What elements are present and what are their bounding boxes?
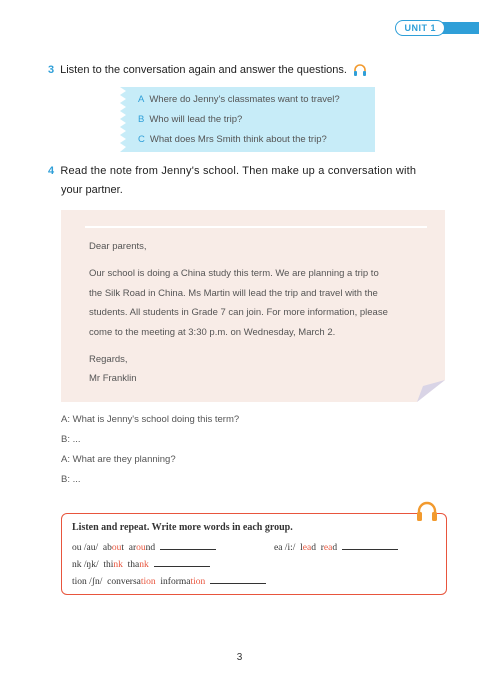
- ou-word-1-part: ab: [102, 543, 112, 553]
- unit-badge: UNIT 1: [395, 20, 445, 36]
- q3-text-b: Who will lead the trip?: [149, 114, 243, 125]
- ou-word-1-part: t: [121, 543, 124, 553]
- q3-number: 3: [48, 64, 55, 76]
- ou-word-2-part: ar: [128, 543, 137, 553]
- tion-label: tion /ʃn/: [72, 577, 103, 587]
- dialogue-line: B: ...: [61, 474, 81, 485]
- ea-word-2: [321, 543, 337, 553]
- q3-question-b: [138, 114, 242, 125]
- note-top-line: [85, 226, 427, 228]
- note-greeting: Dear parents,: [89, 241, 147, 252]
- dialogue-line: A: What are they planning?: [61, 454, 176, 465]
- q3-question-box: [120, 87, 375, 152]
- ea-group: [274, 540, 398, 553]
- q4-title-line1: Read the note from Jenny's school. Then make up a conversation with: [60, 165, 417, 177]
- q3-instruction: [48, 64, 347, 76]
- ou-word-1-highlight: ou: [111, 543, 122, 553]
- ea-word-2-highlight: ea: [323, 543, 333, 553]
- ea-answer-blank[interactable]: [342, 540, 398, 550]
- school-note-card: [61, 210, 445, 402]
- ou-word-2-highlight: ou: [136, 543, 146, 553]
- note-body-line: come to the meeting at 3:30 p.m. on Wednesday, March 2.: [89, 326, 336, 338]
- note-body-line: students. All students in Grade 7 can join. For more information, please: [89, 307, 388, 318]
- headphones-icon: [353, 63, 367, 77]
- ea-word-1-part: l: [300, 543, 303, 553]
- ea-word-1: [300, 543, 316, 553]
- tion-word-1-part: conversa: [107, 577, 141, 587]
- nk-answer-blank[interactable]: [154, 557, 210, 567]
- page-number: 3: [236, 652, 243, 663]
- nk-label: nk /ŋk/: [72, 560, 99, 570]
- ou-word-2: [129, 543, 155, 553]
- tion-word-2-part: informa: [160, 577, 191, 587]
- ea-word-2-part: r: [320, 543, 324, 553]
- nk-word-1-part: thi: [103, 560, 114, 570]
- ou-answer-blank[interactable]: [160, 540, 216, 550]
- nk-word-2: [128, 560, 149, 570]
- headphones-icon: [415, 499, 439, 523]
- tion-word-1-highlight: tion: [140, 577, 156, 587]
- nk-group: [72, 557, 210, 570]
- ou-label: ou /au/: [72, 543, 99, 553]
- ou-group: [72, 540, 216, 553]
- q3-letter-b: B: [138, 114, 145, 125]
- q3-text-a: Where do Jenny's classmates want to travel?: [149, 94, 340, 105]
- dialogue-line: B: ...: [61, 434, 81, 445]
- listen-repeat-title: Listen and repeat. Write more words in each group.: [72, 522, 293, 533]
- ea-label: ea /i:/: [274, 543, 296, 553]
- q3-question-a: [138, 94, 340, 105]
- q3-letter-a: A: [138, 94, 145, 105]
- ea-word-1-part: d: [311, 543, 316, 553]
- q4-instruction: [48, 165, 416, 177]
- q4-number: 4: [48, 165, 55, 177]
- nk-word-2-part: tha: [127, 560, 140, 570]
- note-body-line: Our school is doing a China study this term. We are planning a trip to: [89, 268, 379, 279]
- q3-letter-c: C: [138, 134, 145, 145]
- ou-word-2-part: nd: [145, 543, 156, 553]
- ea-word-2-part: d: [332, 543, 338, 553]
- q4-title-line2: your partner.: [61, 184, 123, 196]
- nk-word-1: [103, 560, 123, 570]
- note-closing: Regards,: [89, 354, 128, 365]
- ou-word-1: [103, 543, 124, 553]
- tion-word-2: [160, 577, 205, 587]
- nk-word-2-highlight: nk: [139, 560, 149, 570]
- zigzag-edge-decoration: [120, 87, 128, 152]
- tion-word-2-highlight: tion: [190, 577, 206, 587]
- listen-repeat-box: [61, 513, 447, 595]
- note-signature: Mr Franklin: [89, 373, 137, 384]
- ea-word-1-highlight: ea: [302, 543, 312, 553]
- tion-group: [72, 574, 266, 587]
- q3-question-c: [138, 134, 327, 145]
- dialogue-line: A: What is Jenny's school doing this term?: [61, 414, 240, 425]
- q3-title: Listen to the conversation again and answer the questions.: [60, 64, 347, 76]
- tion-answer-blank[interactable]: [210, 574, 266, 584]
- nk-word-1-highlight: nk: [113, 560, 123, 570]
- tion-word-1: [107, 577, 156, 587]
- note-body-line: the Silk Road in China. Ms Martin will lead the trip and travel with the: [89, 287, 378, 299]
- q3-text-c: What does Mrs Smith think about the trip?: [149, 134, 327, 145]
- page-curl-icon: [417, 380, 445, 402]
